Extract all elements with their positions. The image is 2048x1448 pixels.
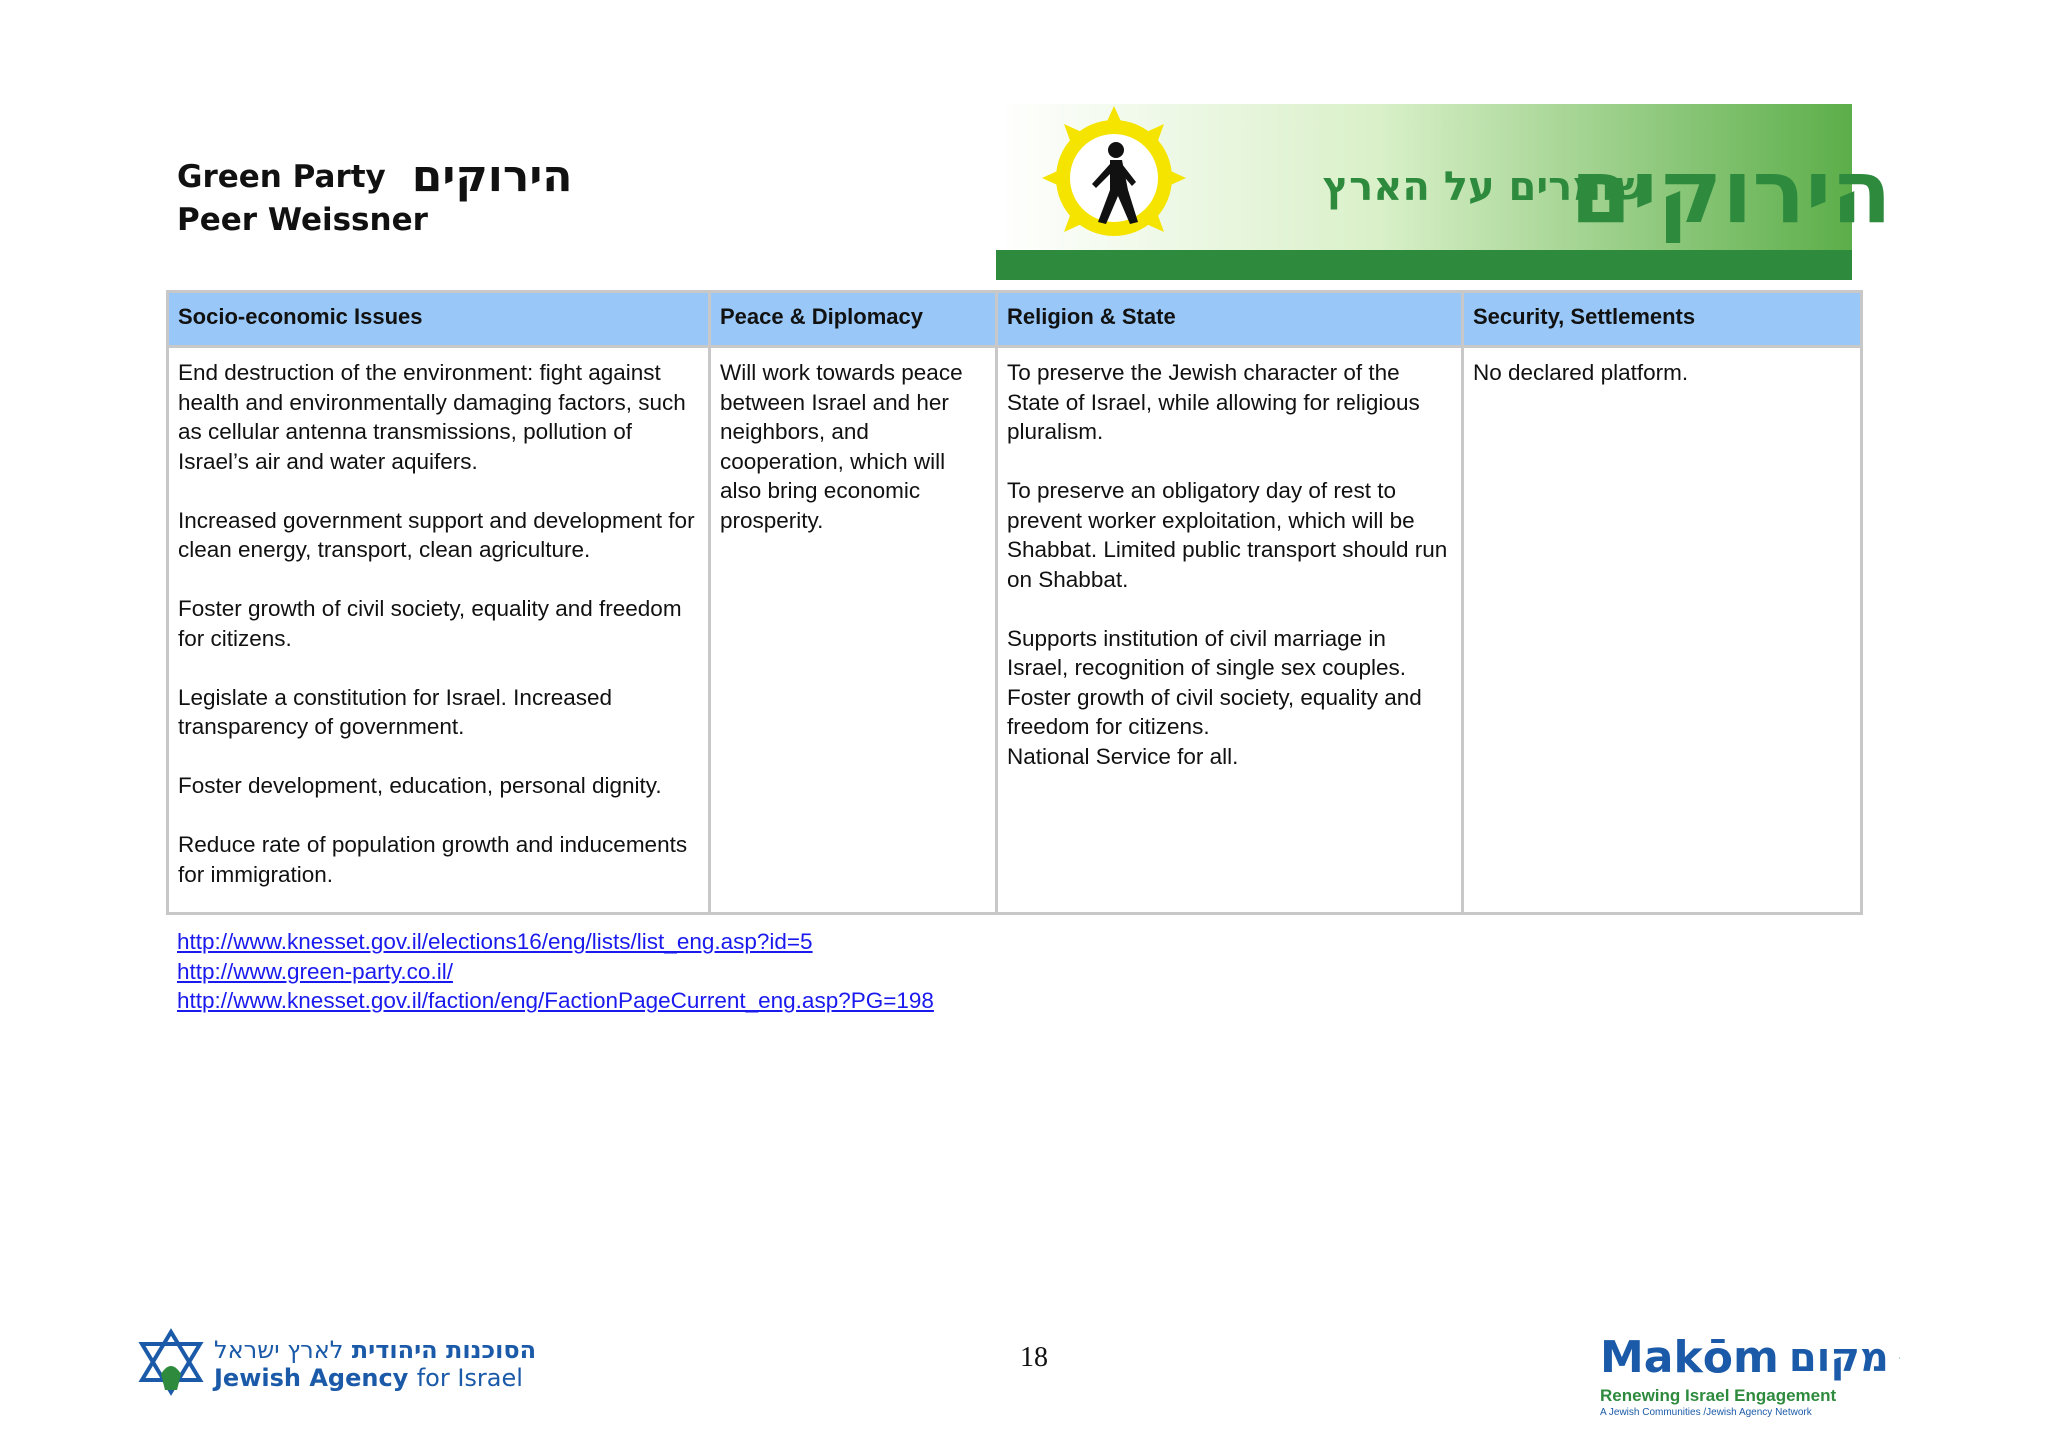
makom-hebrew: מקום xyxy=(1788,1335,1889,1381)
makom-house-icon xyxy=(1899,1330,1900,1386)
title-line xyxy=(177,151,573,202)
peace-item: Will work towards peace between Israel and her neighbors, and cooperation, which will also bring economic prosperity. xyxy=(720,360,963,533)
religion-item: Foster growth of civil society, equality and freedom for citizens. xyxy=(1007,684,1422,739)
platform-table xyxy=(166,290,1863,915)
makom-tagline: Renewing Israel Engagement xyxy=(1600,1386,1837,1405)
religion-item: To preserve an obligatory day of rest to prevent worker exploitation, which will be Shabbat. Limited public transport should run on Shabbat. xyxy=(1007,478,1448,592)
religion-item: To preserve the Jewish character of the State of Israel, while allowing for religious pluralism. xyxy=(1007,360,1420,444)
banner-graphic xyxy=(996,104,1892,280)
document-header xyxy=(177,151,573,242)
makom-name: Makōm xyxy=(1600,1332,1779,1383)
reference-links xyxy=(177,927,934,1016)
socio-item: Reduce rate of population growth and inducements for immigration. xyxy=(178,832,688,887)
makom-row xyxy=(1600,1330,1900,1386)
socio-item: Foster development, education, personal dignity. xyxy=(178,773,662,798)
page-number: 18 xyxy=(1020,1342,1048,1373)
link-green-party[interactable]: http://www.green-party.co.il/ xyxy=(177,958,453,984)
banner-slogan: שומרים על הארץ xyxy=(1322,164,1646,210)
socio-item: Legislate a constitution for Israel. Increased transparency of government. xyxy=(178,684,612,739)
header-security-settlements: Security, Settlements xyxy=(1463,292,1862,347)
jafi-hebrew-light: לארץ ישראל xyxy=(214,1336,344,1364)
religion-item: Supports institution of civil marriage in Israel, recognition of single sex couples. xyxy=(1007,625,1406,680)
security-settlements-cell xyxy=(1463,347,1862,914)
jafi-hebrew-bold: הסוכנות היהודית xyxy=(351,1336,537,1364)
jafi-english-bold: Jewish Agency xyxy=(214,1364,409,1392)
header-peace-diplomacy: Peace & Diplomacy xyxy=(710,292,997,347)
makom-logo xyxy=(1600,1330,1900,1420)
header-socio-economic: Socio-economic Issues xyxy=(168,292,710,347)
socio-economic-cell xyxy=(168,347,710,914)
makom-network: A Jewish Communities /Jewish Agency Network xyxy=(1600,1407,1812,1418)
socio-item: Foster growth of civil society, equality and freedom for citizens. xyxy=(178,596,682,651)
religion-item: National Service for all. xyxy=(1007,743,1239,769)
jafi-english xyxy=(214,1364,536,1392)
table-header-row xyxy=(168,292,1862,347)
jafi-text xyxy=(214,1336,536,1392)
peace-diplomacy-cell xyxy=(710,347,997,914)
jafi-hebrew xyxy=(214,1336,536,1364)
party-name: Green Party xyxy=(177,159,386,195)
socio-item: Increased government support and development for clean energy, transport, clean agriculture. xyxy=(178,507,695,562)
party-leader: Peer Weissner xyxy=(177,202,428,238)
socio-item: End destruction of the environment: fight against health and environmentally damaging factors, such as cellular antenna transmissions, pollution of Israel’s air and water aquifers. xyxy=(178,360,686,474)
religion-state-cell xyxy=(997,347,1463,914)
jewish-agency-logo xyxy=(136,1328,536,1400)
banner-logo-text: הירוקים xyxy=(1570,140,1892,243)
table-row xyxy=(168,347,1862,914)
link-knesset-faction[interactable]: http://www.knesset.gov.il/faction/eng/FactionPageCurrent_eng.asp?PG=198 xyxy=(177,988,934,1013)
header-religion-state: Religion & State xyxy=(997,292,1463,347)
link-knesset-lists[interactable]: http://www.knesset.gov.il/elections16/eng/lists/list_eng.asp?id=5 xyxy=(177,929,813,954)
party-logo-banner xyxy=(996,104,1892,280)
star-of-david-icon xyxy=(136,1328,206,1400)
party-name-hebrew: הירוקים xyxy=(411,151,573,202)
security-item: No declared platform. xyxy=(1473,360,1689,385)
jafi-english-light: for Israel xyxy=(416,1364,523,1392)
